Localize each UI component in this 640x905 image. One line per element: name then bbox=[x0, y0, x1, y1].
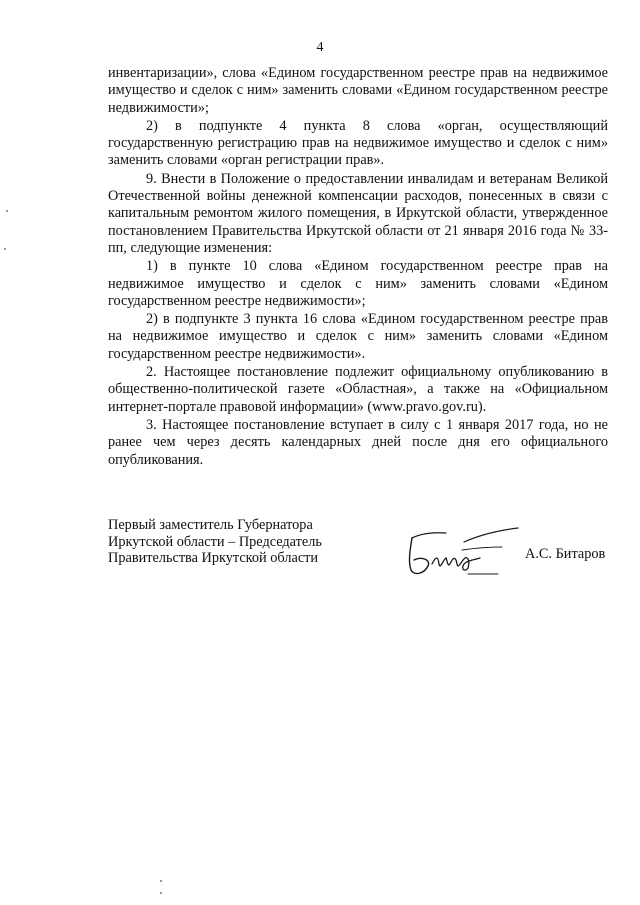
position-line: Первый заместитель Губернатора bbox=[108, 517, 313, 533]
document-body bbox=[108, 65, 608, 469]
signer-name: А.С. Битаров bbox=[525, 546, 606, 562]
paragraph-subitem-1-point-10: 1) в пункте 10 слова «Едином государственном реестре прав на недвижимое имущество и сделок с ним» заменить словами «Едином государственном реестре недвижимости»; bbox=[108, 258, 608, 309]
paragraph-subitem-2-point-8: 2) в подпункте 4 пункта 8 слова «орган, осуществляющий государственную регистрацию прав на недвижимое имущество и сделок с ним» заменить словами «орган регистрации прав». bbox=[108, 117, 608, 169]
paragraph-item-9: 9. Внести в Положение о предоставлении инвалидам и ветеранам Великой Отечественной войны денежной компенсации расходов, понесенных в связи с капитальным ремонтом жилого помещения, в Иркутской области, утвержденное постановлением Правительства Иркутской области от 21 января 2016 года № 33-пп, следующие изменения: bbox=[108, 170, 608, 256]
paragraph-continuation: инвентаризации», слова «Едином государственном реестре прав на недвижимое имущество и сделок с ним» заменить словами «Едином государственном реестре недвижимости»; bbox=[108, 65, 608, 116]
position-line: Правительства Иркутской области bbox=[108, 550, 319, 566]
handwritten-signature bbox=[402, 520, 520, 580]
signatory-position bbox=[108, 517, 322, 567]
paragraph-item-3-effective-date: 3. Настоящее постановление вступает в силу с 1 января 2017 года, но не ранее чем через десять календарных дней после дня его официального опубликования. bbox=[108, 416, 608, 468]
paragraph-item-2-publication: 2. Настоящее постановление подлежит официальному опубликованию в общественно-политической газете «Областная», а также на «Официальном интернет-портале правовой информации» (www.pravo.gov.ru). bbox=[108, 364, 608, 415]
position-line: Иркутской области – Председатель bbox=[108, 533, 322, 550]
paragraph-subitem-2-point-16: 2) в подпункте 3 пункта 16 слова «Едином государственном реестре прав на недвижимое имущество и сделок с ним» заменить словами «Едином государственном реестре недвижимости». bbox=[108, 311, 608, 362]
scan-speck bbox=[6, 210, 8, 212]
scan-speck bbox=[160, 892, 162, 894]
scan-speck bbox=[4, 248, 6, 250]
page-number: 4 bbox=[316, 40, 324, 55]
scan-speck bbox=[160, 880, 162, 882]
